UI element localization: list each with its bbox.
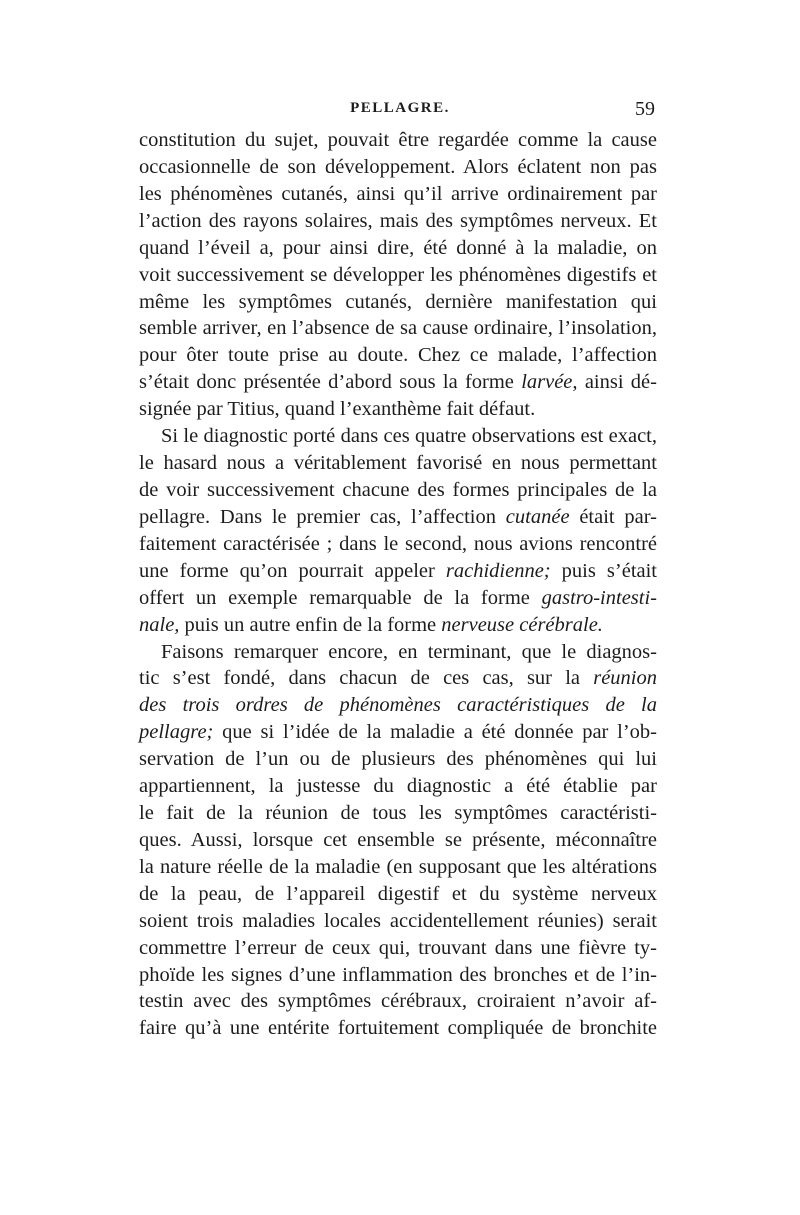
text-span: ainsi dé- <box>577 371 657 394</box>
italic-text: gastro-intesti- <box>541 586 657 609</box>
text-span: faire qu’à une entérite fortuitement compliquée de bronchite <box>139 1017 657 1040</box>
text-line <box>139 423 657 449</box>
text-span: de la peau, de l’appareil digestif et du système nerveux <box>139 882 657 905</box>
text-span: la nature réelle de la maladie (en supposant que les altérations <box>139 855 657 878</box>
text-span: signée par Titius, quand l’exanthème fait défaut. <box>139 398 536 421</box>
page-number: 59 <box>635 98 655 120</box>
italic-text: pellagre; <box>139 721 214 744</box>
text-span: les phénomènes cutanés, ainsi qu’il arrive ordinairement par <box>139 182 657 205</box>
text-span: occasionnelle de son développement. Alors éclatent non pas <box>139 155 657 178</box>
text-span: le fait de la réunion de tous les symptômes caractéristi- <box>139 802 657 824</box>
text-line <box>139 908 657 934</box>
text-span: servation de l’un ou de plusieurs des phénomènes qui lui <box>139 748 657 771</box>
running-title: PELLAGRE. <box>350 100 450 116</box>
text-line <box>139 558 657 584</box>
text-line <box>139 369 657 395</box>
text-line <box>139 396 657 422</box>
text-line <box>139 746 657 772</box>
text-span: était par- <box>569 505 657 528</box>
italic-text: nale, <box>139 613 180 636</box>
text-span: puis un autre enfin de la forme <box>179 613 442 636</box>
text-span: appartiennent, la justesse du diagnostic a été établie par <box>139 775 657 798</box>
text-span: quand l’éveil a, pour ainsi dire, été donné à la maladie, on <box>139 236 657 259</box>
text-span: faitement caractérisée ; dans le second, nous avions rencontré <box>139 532 657 555</box>
text-span: ques. Aussi, lorsque cet ensemble se présente, méconnaître <box>139 828 657 851</box>
text-line <box>139 504 657 530</box>
text-line <box>139 208 657 234</box>
text-line <box>139 773 657 799</box>
text-line <box>139 342 657 368</box>
italic-text: larvée, <box>521 371 578 394</box>
text-span: pellagre. Dans le premier cas, l’affection <box>139 505 506 528</box>
text-line <box>139 315 657 341</box>
text-line <box>139 154 657 180</box>
italic-text: réunion <box>593 667 657 690</box>
text-span: offert un exemple remarquable de la forme <box>139 586 542 609</box>
text-span: semble arriver, en l’absence de sa cause ordinaire, l’insolation, <box>139 317 657 340</box>
italic-text: des trois ordres de phénomènes caractéristiques de la <box>139 694 657 717</box>
text-span: pour ôter toute prise au doute. Chez ce malade, l’affection <box>139 344 657 367</box>
text-line <box>139 854 657 880</box>
text-line <box>139 477 657 503</box>
text-line <box>139 585 657 611</box>
text-line <box>139 935 657 961</box>
text-line <box>139 531 657 557</box>
text-span: Si le diagnostic porté dans ces quatre observations est exact, <box>161 425 657 448</box>
text-span: constitution du sujet, pouvait être regardée comme la cause <box>139 129 657 151</box>
text-line <box>139 235 657 261</box>
italic-text: nerveuse cérébrale. <box>441 613 603 636</box>
text-span: phoïde les signes d’une inflammation des bronches et de l’in- <box>139 963 657 986</box>
text-line <box>139 181 657 207</box>
text-line <box>139 665 657 691</box>
text-span: de voir successivement chacune des formes principales de la <box>139 479 657 501</box>
text-line <box>139 450 657 476</box>
text-span: que si l’idée de la maladie a été donnée par l’ob- <box>213 721 657 744</box>
text-line <box>139 262 657 288</box>
text-span: soient trois maladies locales accidentellement réunies) serait <box>139 909 657 932</box>
text-line <box>139 127 657 153</box>
text-span: s’était donc présentée d’abord sous la forme <box>139 371 522 394</box>
text-span: tic s’est fondé, dans chacun de ces cas, sur la <box>139 667 594 690</box>
italic-text: rachidienne; <box>445 559 551 582</box>
text-line <box>139 692 657 718</box>
text-span: voit successivement se développer les phénomènes digestifs et <box>139 263 657 286</box>
text-span: testin avec des symptômes cérébraux, croiraient n’avoir af- <box>139 990 657 1013</box>
italic-text: cutanée <box>505 505 570 528</box>
text-span: le hasard nous a véritablement favorisé en nous permettant <box>139 452 657 474</box>
text-span: Faisons remarquer encore, en terminant, que le diagnos- <box>161 640 657 663</box>
text-line <box>139 612 657 638</box>
text-line <box>139 800 657 826</box>
text-line <box>139 988 657 1014</box>
text-line <box>139 827 657 853</box>
text-span: commettre l’erreur de ceux qui, trouvant dans une fièvre ty- <box>139 936 657 959</box>
text-span: même les symptômes cutanés, dernière manifestation qui <box>139 290 657 313</box>
text-line <box>139 962 657 988</box>
text-span: puis s’était <box>550 559 657 582</box>
text-line <box>139 881 657 907</box>
text-span: l’action des rayons solaires, mais des symptômes nerveux. Et <box>139 209 657 232</box>
text-line <box>139 639 657 665</box>
text-line <box>139 1015 657 1041</box>
text-line <box>139 289 657 315</box>
text-line <box>139 719 657 745</box>
text-span: une forme qu’on pourrait appeler <box>139 559 446 582</box>
